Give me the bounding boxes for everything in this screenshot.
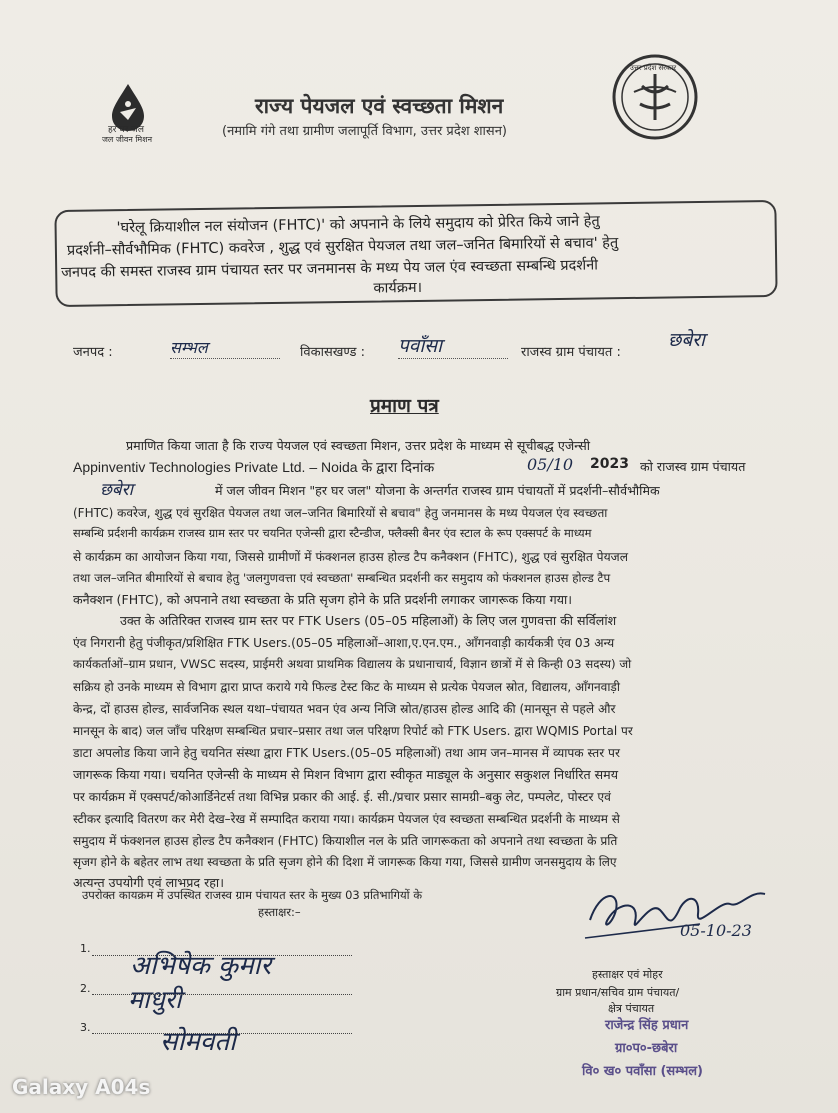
district-label: जनपद : bbox=[73, 345, 113, 360]
authority-label-2: ग्राम प्रधान/सचिव ग्राम पंचायत/ bbox=[556, 986, 680, 999]
program-line-2: प्रदर्शनी–सौर्वभौमिक (FHTC) कवरेज , शुद्ध एवं सुरक्षित पेयजल तथा जल–जनित बिमारियों से बचाव' हेतु bbox=[66, 235, 619, 259]
p2-line-8: जागरूक किया गया। चयनित एजेन्सी के माध्यम से मिशन विभाग द्वारा स्वीकृत माड्यूल के अनुसार सकुशल निर्धारित समय bbox=[73, 767, 619, 782]
authority-sign-date: 05-10-23 bbox=[680, 921, 752, 940]
device-watermark: Galaxy A04s bbox=[12, 1075, 151, 1099]
p2-line-6: मानसून के बाद) जल जाँच परिक्षण सम्बन्धित प्रचार–प्रसार तथा जल परिक्षण रिपोर्ट को FTK Users. द्वारा WQMIS Portal पर bbox=[73, 724, 633, 738]
participant-num-2: 2. bbox=[80, 982, 91, 995]
participant-line-1 bbox=[92, 955, 352, 956]
participant-num-3: 3. bbox=[80, 1021, 91, 1034]
panchayat-value: छबेरा bbox=[668, 329, 705, 351]
p2-line-10: स्टीकर इत्यादि वितरण कर मेरी देख–रेख में सम्पादित कराया गया। कार्यक्रम पेयजल एंव स्वच्छता सम्बन्धित प्रदर्शनी के माध्यम से bbox=[73, 812, 620, 826]
p2-line-5: केन्द्र, दों हाउस होल्ड, सार्वजनिक स्थल यथा–पंचायत भवन एंव अन्य निजि स्रोत/हाउस होल्ड आदि की (मानसून से पहले और bbox=[73, 702, 616, 716]
authority-label-1: हस्ताक्षर एवं मोहर bbox=[592, 968, 663, 981]
logo-text-2: जल जीवन मिशन bbox=[102, 135, 153, 144]
participant-line-3 bbox=[92, 1033, 352, 1034]
logo-text-1: हर घर जल bbox=[108, 125, 144, 135]
header-subtitle: (नमामि गंगे तथा ग्रामीण जलापूर्ति विभाग, उत्तर प्रदेश शासन) bbox=[222, 124, 507, 139]
p2-line-7: डाटा अपलोड किया जाने हेतु चयनित संस्था द्वारा FTK Users.(05–05 महिलाओं) तथा आम जन–मानस में व्यापक स्तर पर bbox=[73, 746, 620, 760]
p1-line-7: तथा जल–जनित बीमारियों से बचाव हेतु 'जलगुणवत्ता एवं स्वच्छता' सम्बन्धित प्रदर्शनी कर समुदाय को फंक्शनल हाउस होल्ड टैप bbox=[73, 571, 611, 585]
official-stamp-line-1: राजेन्द्र सिंह प्रधान bbox=[605, 1018, 689, 1033]
participants-intro-1: उपरोक्त कायक्रम में उपस्थित राजस्व ग्राम पंचायत स्तर के मुख्य 03 प्रतिभागियों के bbox=[82, 888, 423, 902]
program-line-4: कार्यक्रम। bbox=[373, 279, 423, 297]
participant-signature-1: अभिषेक कुमार bbox=[130, 951, 272, 981]
p1-line-3: में जल जीवन मिशन "हर घर जल" योजना के अन्तर्गत राजस्व ग्राम पंचायतों में प्रदर्शनी–सौर्वभौमिक bbox=[215, 483, 660, 498]
official-stamp-line-2: ग्रा०प०-छबेरा bbox=[615, 1041, 678, 1056]
p2-line-4: सक्रिय हो उनके माध्यम से विभाग द्वारा प्राप्त कराये गये फिल्ड टेस्ट किट के माध्यम से प्रत्येक पेयजल स्रोत, विद्यालय, आँगनवाड़ी bbox=[73, 680, 620, 694]
p2-line-2: एंव निगरानी हेतु पंजीकृत/प्रशिक्षित FTK Users.(05–05 महिलाओं–आशा,ए.एन.एम., आँगनवाड़ी कार्यकत्री एंव 03 अन्य bbox=[73, 636, 615, 650]
authority-label-3: क्षेत्र पंचायत bbox=[608, 1002, 655, 1015]
p1-line-8: कनैक्शन (FHTC), को अपनाने तथा स्वच्छता के प्रति सृजग होने के प्रति प्रदर्शनी लगाकर जागरूक किया गया। bbox=[73, 592, 573, 607]
block-value: पवाँसा bbox=[398, 332, 508, 359]
participant-line-2 bbox=[92, 994, 352, 995]
participant-signature-2: माधुरी bbox=[128, 985, 182, 1014]
p1-line-6: से कार्यक्रम का आयोजन किया गया, जिससे ग्रामीणों में फंक्शनल हाउस होल्ड टैप कनैक्शन (FHTC), शुद्ध एवं सुरक्षित पेयजल bbox=[73, 550, 628, 564]
participant-signature-3: सोमवती bbox=[160, 1027, 236, 1057]
p2-line-11: समुदाय में फंक्शनल हाउस होल्ड टैप कनैक्शन (FHTC) कियाशील नल के प्रति जागरूकता को अपनाने तथा स्वच्छता के प्रति bbox=[73, 834, 618, 848]
block-label: विकासखण्ड : bbox=[300, 345, 366, 360]
program-line-1: 'घरेलू क्रियाशील नल संयोजन (FHTC)' को अपनाने के लिये समुदाय को प्रेरित किये जाने हेतु bbox=[116, 213, 600, 237]
program-line-3: जनपद की समस्त राजस्व ग्राम पंचायत स्तर पर जनमानस के मध्य पेय जल एंव स्वच्छता सम्बन्धि प्रदर्शनी bbox=[61, 257, 599, 281]
p2-line-1: उक्त के अतिरिक्त राजस्व ग्राम स्तर पर FTK Users (05–05 महिलाओं) के लिए जल गुणवत्ता की सर्विलांश bbox=[120, 613, 617, 628]
participant-num-1: 1. bbox=[80, 942, 91, 955]
p1-panchayat-handwritten: छबेरा bbox=[100, 480, 133, 500]
p1-year: 2023 bbox=[590, 456, 629, 472]
p1-line-2b: को राजस्व ग्राम पंचायत bbox=[640, 459, 746, 474]
har-ghar-jal-logo bbox=[98, 78, 178, 158]
seal-text: उत्तर प्रदेश सरकार bbox=[630, 64, 677, 72]
official-stamp-line-3: वि० ख० पवाँसा (सम्भल) bbox=[582, 1064, 703, 1079]
p1-line-2a: Appinventiv Technologies Private Ltd. – Noida के द्वारा दिनांक bbox=[73, 459, 435, 475]
panchayat-label: राजस्व ग्राम पंचायत : bbox=[521, 345, 621, 360]
p2-line-13: अत्यन्त उपयोगी एवं लाभप्रद रहा। bbox=[73, 875, 224, 890]
participants-intro-2: हस्ताक्षर:– bbox=[258, 905, 301, 919]
p1-date-handwritten: 05/10 bbox=[527, 455, 574, 474]
header-title: राज्य पेयजल एवं स्वच्छता मिशन bbox=[255, 94, 504, 118]
p1-line-4: (FHTC) कवरेज, शुद्ध एवं सुरक्षित पेयजल तथा जल–जनित बिमारियों से बचाव" हेतु जनमानस के मध्य पेयजल एंव स्वच्छता bbox=[73, 506, 608, 520]
certificate-heading: प्रमाण पत्र bbox=[370, 395, 439, 417]
p2-line-3: कार्यकर्ताओं–ग्राम प्रधान, VWSC सदस्य, प्राईमरी अथवा प्राथमिक विद्यालय के प्रधानाचार्य, विज्ञान छात्रों में से किन्ही 03 सदस्य) जो bbox=[73, 657, 632, 671]
district-value: सम्भल bbox=[170, 336, 280, 359]
up-government-seal bbox=[610, 52, 700, 142]
p1-line-1: प्रमाणित किया जाता है कि राज्य पेयजल एवं स्वच्छता मिशन, उत्तर प्रदेश के माध्यम से सूचीबद्ध एजेन्सी bbox=[126, 438, 590, 453]
p2-line-12: सृजग होने के बहेतर लाभ तथा स्वच्छता के प्रति सृजग होने की दिशा में जागरूक किया गया, जिससे ग्रामीण जनसमुदाय के लिए bbox=[73, 855, 617, 869]
p2-line-9: पर कार्यक्रम में एक्सपर्ट/कोआर्डिनेटर्स तथा विभिन्न प्रकार की आई. ई. सी./प्रचार प्रसार सामग्री–बकु लेट, पम्पलेट, पोस्टर एवं bbox=[73, 790, 611, 804]
program-title-box bbox=[54, 200, 777, 307]
p1-line-5: सम्बन्धि प्रर्दशनी कार्यक्रम राजस्व ग्राम स्तर पर चयनित एजेन्सी द्वारा स्टैन्डीज, फ्लैक्सी बैनर एंव स्टाल के रूप एक्सपर्ट के माध्यम bbox=[73, 526, 592, 540]
